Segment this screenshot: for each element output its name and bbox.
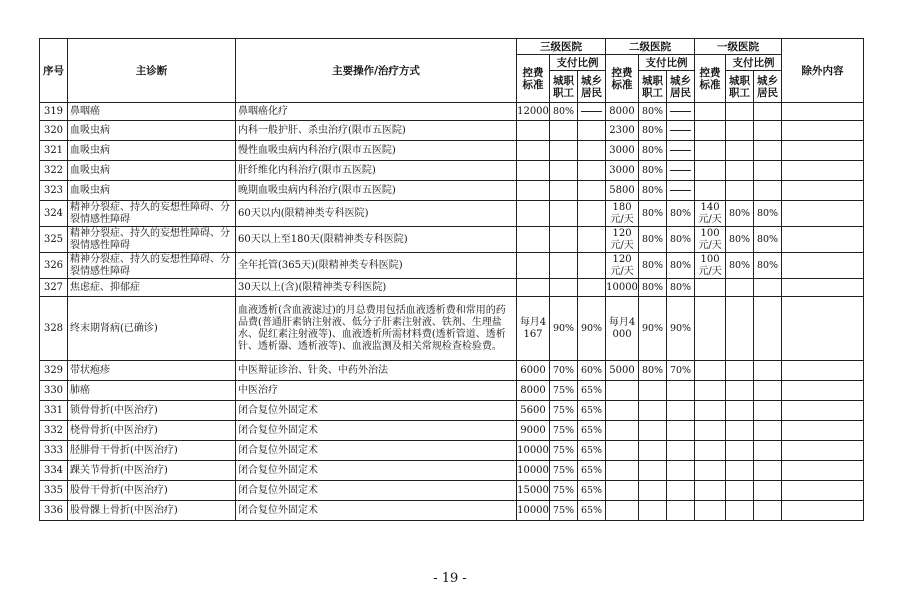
row-number: 321 (40, 141, 68, 161)
row-number: 322 (40, 161, 68, 181)
header-text-line: 职工 (553, 86, 574, 99)
operation-cell: 闭合复位外固定术 (236, 501, 517, 521)
l3-fee-standard-cell: 12000 (517, 103, 550, 121)
l1-urban-rural-ratio-cell (754, 381, 782, 401)
l1-urban-employee-ratio-cell (726, 481, 754, 501)
l1-urban-employee-ratio-cell (726, 361, 754, 381)
dash-mark (581, 111, 602, 112)
table-row (40, 161, 864, 181)
diagnosis-cell: 精神分裂症、持久的妄想性障碍、分裂情感性障碍 (68, 227, 236, 253)
l3-fee-standard-cell (517, 141, 550, 161)
l1-urban-rural-ratio-cell (754, 121, 782, 141)
l3-urban-rural-ratio-cell: 90% (578, 297, 606, 361)
header-text-line: 城乡 (581, 74, 602, 87)
header-text-line: 控费 (699, 66, 721, 79)
header-diagnosis: 主诊断 (68, 39, 236, 103)
l2-fee-standard-cell: 5000 (606, 361, 639, 381)
l3-urban-employee-ratio-cell: 75% (550, 441, 578, 461)
operation-cell: 鼻咽癌化疗 (236, 103, 517, 121)
l2-urban-rural-ratio-cell: 80% (667, 227, 695, 253)
l2-urban-employee-ratio-cell (639, 381, 667, 401)
operation-cell: 中医辩证诊治、针灸、中药外治法 (236, 361, 517, 381)
l3-urban-rural-ratio-cell: 65% (578, 421, 606, 441)
l1-urban-employee-ratio-cell (726, 441, 754, 461)
reimbursement-table (39, 38, 864, 521)
diagnosis-cell: 锁骨骨折(中医治疗) (68, 401, 236, 421)
table-row (40, 441, 864, 461)
l3-urban-employee-ratio-cell: 75% (550, 481, 578, 501)
header-seq: 序号 (40, 39, 68, 103)
header-fee-std-l1 (695, 55, 726, 103)
row-number: 329 (40, 361, 68, 381)
l2-urban-employee-ratio-cell: 90% (639, 297, 667, 361)
l1-urban-rural-ratio-cell (754, 361, 782, 381)
l1-urban-employee-ratio-cell (726, 501, 754, 521)
operation-cell: 闭合复位外固定术 (236, 481, 517, 501)
l2-fee-standard-cell: 10000 (606, 279, 639, 297)
excluded-cell (782, 201, 864, 227)
l2-fee-standard-cell (606, 441, 639, 461)
table-body (40, 103, 864, 521)
header-excluded: 除外内容 (782, 39, 864, 103)
diagnosis-cell: 血吸虫病 (68, 181, 236, 201)
l3-urban-rural-ratio-cell (578, 121, 606, 141)
excluded-cell (782, 461, 864, 481)
l2-urban-employee-ratio-cell: 80% (639, 201, 667, 227)
header-text-line: 职工 (729, 86, 751, 99)
header-fee-std-l2 (606, 55, 639, 103)
excluded-cell (782, 103, 864, 121)
row-number: 320 (40, 121, 68, 141)
table-row (40, 361, 864, 381)
l1-urban-rural-ratio-cell (754, 279, 782, 297)
header-urban-rural-l1 (754, 71, 782, 103)
excluded-cell (782, 501, 864, 521)
l1-urban-rural-ratio-cell (754, 141, 782, 161)
l1-urban-employee-ratio-cell: 80% (726, 227, 754, 253)
row-number: 331 (40, 401, 68, 421)
header-text-line: 控费 (611, 66, 633, 79)
l1-urban-employee-ratio-cell (726, 381, 754, 401)
table-row (40, 279, 864, 297)
diagnosis-cell: 肺癌 (68, 381, 236, 401)
row-number: 324 (40, 201, 68, 227)
excluded-cell (782, 297, 864, 361)
l3-urban-employee-ratio-cell: 75% (550, 421, 578, 441)
l1-fee-standard-cell: 140元/天 (695, 201, 726, 227)
dash-mark (670, 150, 691, 151)
header-text-line: 城职 (642, 74, 664, 87)
l1-fee-standard-cell (695, 141, 726, 161)
l1-fee-standard-cell: 100元/天 (695, 253, 726, 279)
table-row (40, 501, 864, 521)
dash-mark (670, 190, 691, 191)
l3-urban-rural-ratio-cell (578, 227, 606, 253)
header-text-line: 城乡 (757, 74, 779, 87)
l1-fee-standard-cell (695, 297, 726, 361)
operation-cell: 晚期血吸虫病内科治疗(限市五医院) (236, 181, 517, 201)
row-number: 325 (40, 227, 68, 253)
table-row (40, 227, 864, 253)
l3-urban-rural-ratio-cell (578, 279, 606, 297)
diagnosis-cell: 血吸虫病 (68, 121, 236, 141)
operation-cell: 慢性血吸虫病内科治疗(限市五医院) (236, 141, 517, 161)
header-text-line: 居民 (757, 86, 779, 99)
diagnosis-cell: 血吸虫病 (68, 161, 236, 181)
l3-urban-employee-ratio-cell (550, 181, 578, 201)
diagnosis-cell: 股骨髁上骨折(中医治疗) (68, 501, 236, 521)
operation-cell: 闭合复位外固定术 (236, 401, 517, 421)
operation-cell: 闭合复位外固定术 (236, 441, 517, 461)
operation-cell: 内科一般护肝、杀虫治疗(限市五医院) (236, 121, 517, 141)
diagnosis-cell: 胫腓骨干骨折(中医治疗) (68, 441, 236, 461)
l2-urban-employee-ratio-cell: 80% (639, 161, 667, 181)
l3-urban-rural-ratio-cell (578, 253, 606, 279)
l2-urban-rural-ratio-cell (667, 421, 695, 441)
l3-urban-employee-ratio-cell (550, 253, 578, 279)
l2-urban-rural-ratio-cell (667, 121, 695, 141)
l2-fee-standard-cell (606, 421, 639, 441)
diagnosis-cell: 精神分裂症、持久的妄想性障碍、分裂情感性障碍 (68, 253, 236, 279)
l1-urban-employee-ratio-cell (726, 297, 754, 361)
l1-fee-standard-cell (695, 381, 726, 401)
l2-urban-employee-ratio-cell (639, 501, 667, 521)
l2-fee-standard-cell (606, 381, 639, 401)
l1-urban-rural-ratio-cell: 80% (754, 253, 782, 279)
l1-fee-standard-cell (695, 481, 726, 501)
l1-fee-standard-cell (695, 279, 726, 297)
excluded-cell (782, 227, 864, 253)
l3-urban-rural-ratio-cell (578, 161, 606, 181)
l3-urban-rural-ratio-cell: 60% (578, 361, 606, 381)
table-row (40, 381, 864, 401)
l3-fee-standard-cell: 9000 (517, 421, 550, 441)
l2-fee-standard-cell: 3000 (606, 161, 639, 181)
operation-cell: 肝纤维化内科治疗(限市五医院) (236, 161, 517, 181)
header-urban-emp-l2 (639, 71, 667, 103)
excluded-cell (782, 441, 864, 461)
operation-cell: 中医治疗 (236, 381, 517, 401)
table-row (40, 141, 864, 161)
excluded-cell (782, 381, 864, 401)
l3-urban-rural-ratio-cell (578, 103, 606, 121)
header-pay-ratio-l2: 支付比例 (639, 55, 695, 71)
header-urban-emp-l1 (726, 71, 754, 103)
l2-urban-employee-ratio-cell (639, 401, 667, 421)
l2-urban-employee-ratio-cell (639, 481, 667, 501)
diagnosis-cell: 桡骨骨折(中医治疗) (68, 421, 236, 441)
l3-urban-employee-ratio-cell: 75% (550, 401, 578, 421)
l1-urban-rural-ratio-cell (754, 441, 782, 461)
l1-fee-standard-cell (695, 103, 726, 121)
table-row (40, 401, 864, 421)
l1-urban-rural-ratio-cell (754, 421, 782, 441)
row-number: 319 (40, 103, 68, 121)
dash-mark (670, 111, 691, 112)
l2-fee-standard-cell: 8000 (606, 103, 639, 121)
table-row (40, 461, 864, 481)
table-row (40, 481, 864, 501)
l3-urban-employee-ratio-cell: 75% (550, 381, 578, 401)
l3-urban-employee-ratio-cell (550, 121, 578, 141)
l3-fee-standard-cell (517, 181, 550, 201)
l1-urban-employee-ratio-cell (726, 161, 754, 181)
l1-urban-employee-ratio-cell (726, 103, 754, 121)
operation-cell: 闭合复位外固定术 (236, 421, 517, 441)
l2-urban-rural-ratio-cell (667, 481, 695, 501)
l2-urban-employee-ratio-cell (639, 441, 667, 461)
diagnosis-cell: 终末期肾病(已确诊) (68, 297, 236, 361)
l3-urban-rural-ratio-cell: 65% (578, 401, 606, 421)
row-number: 328 (40, 297, 68, 361)
header-text-line: 标准 (699, 78, 721, 91)
header-text-line: 标准 (611, 78, 633, 91)
diagnosis-cell: 精神分裂症、持久的妄想性障碍、分裂情感性障碍 (68, 201, 236, 227)
diagnosis-cell: 踝关节骨折(中医治疗) (68, 461, 236, 481)
l3-fee-standard-cell: 10000 (517, 461, 550, 481)
l2-fee-standard-cell: 5800 (606, 181, 639, 201)
diagnosis-cell: 鼻咽癌 (68, 103, 236, 121)
l3-fee-standard-cell: 8000 (517, 381, 550, 401)
l2-urban-rural-ratio-cell (667, 103, 695, 121)
diagnosis-cell: 带状疱疹 (68, 361, 236, 381)
l2-urban-rural-ratio-cell (667, 501, 695, 521)
header-urban-rural-l2 (667, 71, 695, 103)
page-number: - 19 - (433, 571, 467, 586)
l1-urban-rural-ratio-cell (754, 181, 782, 201)
l3-fee-standard-cell (517, 227, 550, 253)
row-number: 335 (40, 481, 68, 501)
l3-urban-rural-ratio-cell: 65% (578, 461, 606, 481)
table-row (40, 421, 864, 441)
l2-urban-rural-ratio-cell (667, 181, 695, 201)
l2-fee-standard-cell: 每月4000 (606, 297, 639, 361)
l1-fee-standard-cell (695, 181, 726, 201)
excluded-cell (782, 361, 864, 381)
l2-fee-standard-cell: 120元/天 (606, 227, 639, 253)
l2-urban-rural-ratio-cell: 80% (667, 279, 695, 297)
l2-urban-rural-ratio-cell (667, 141, 695, 161)
l2-urban-rural-ratio-cell: 90% (667, 297, 695, 361)
l1-urban-rural-ratio-cell (754, 161, 782, 181)
l3-fee-standard-cell: 5600 (517, 401, 550, 421)
l1-urban-employee-ratio-cell: 80% (726, 253, 754, 279)
l3-urban-employee-ratio-cell (550, 161, 578, 181)
l2-urban-employee-ratio-cell: 80% (639, 361, 667, 381)
l2-urban-rural-ratio-cell: 70% (667, 361, 695, 381)
header-urban-rural-l3 (578, 71, 606, 103)
l3-fee-standard-cell (517, 161, 550, 181)
l2-urban-employee-ratio-cell: 80% (639, 227, 667, 253)
l1-urban-rural-ratio-cell (754, 103, 782, 121)
l2-fee-standard-cell: 120元/天 (606, 253, 639, 279)
l3-urban-employee-ratio-cell: 70% (550, 361, 578, 381)
l3-fee-standard-cell (517, 279, 550, 297)
header-level1: 一级医院 (695, 39, 782, 55)
row-number: 336 (40, 501, 68, 521)
header-pay-ratio-l3: 支付比例 (550, 55, 606, 71)
l3-fee-standard-cell (517, 121, 550, 141)
l2-urban-rural-ratio-cell (667, 401, 695, 421)
excluded-cell (782, 121, 864, 141)
header-text-line: 职工 (642, 86, 664, 99)
excluded-cell (782, 401, 864, 421)
operation-cell: 60天以内(限精神类专科医院) (236, 201, 517, 227)
l2-fee-standard-cell: 2300 (606, 121, 639, 141)
l3-urban-rural-ratio-cell: 65% (578, 481, 606, 501)
l1-urban-rural-ratio-cell: 80% (754, 201, 782, 227)
l1-urban-rural-ratio-cell (754, 401, 782, 421)
table-row (40, 121, 864, 141)
excluded-cell (782, 421, 864, 441)
l3-fee-standard-cell (517, 201, 550, 227)
l2-urban-rural-ratio-cell (667, 441, 695, 461)
header-text-line: 标准 (522, 78, 544, 91)
l3-urban-employee-ratio-cell: 75% (550, 461, 578, 481)
l2-fee-standard-cell: 3000 (606, 141, 639, 161)
l1-fee-standard-cell (695, 161, 726, 181)
table-row (40, 297, 864, 361)
header-text-line: 城乡 (670, 74, 692, 87)
l1-urban-rural-ratio-cell (754, 461, 782, 481)
l2-urban-rural-ratio-cell (667, 461, 695, 481)
header-level3: 三级医院 (517, 39, 606, 55)
diagnosis-cell: 股骨干骨折(中医治疗) (68, 481, 236, 501)
l2-urban-rural-ratio-cell (667, 381, 695, 401)
l3-urban-rural-ratio-cell (578, 141, 606, 161)
l3-urban-employee-ratio-cell (550, 141, 578, 161)
l1-fee-standard-cell (695, 461, 726, 481)
l2-urban-employee-ratio-cell: 80% (639, 181, 667, 201)
excluded-cell (782, 481, 864, 501)
header-text-line: 控费 (522, 66, 544, 79)
l3-fee-standard-cell: 10000 (517, 441, 550, 461)
l1-urban-employee-ratio-cell (726, 461, 754, 481)
operation-cell: 全年托管(365天)(限精神类专科医院) (236, 253, 517, 279)
row-number: 332 (40, 421, 68, 441)
l3-urban-rural-ratio-cell: 65% (578, 501, 606, 521)
l2-urban-employee-ratio-cell: 80% (639, 279, 667, 297)
l3-urban-employee-ratio-cell (550, 279, 578, 297)
operation-cell: 30天以上(含)(限精神类专科医院) (236, 279, 517, 297)
header-pay-ratio-l1: 支付比例 (726, 55, 782, 71)
l3-urban-rural-ratio-cell: 65% (578, 381, 606, 401)
l1-fee-standard-cell (695, 401, 726, 421)
header-text-line: 城职 (553, 74, 574, 87)
row-number: 323 (40, 181, 68, 201)
l1-urban-employee-ratio-cell (726, 141, 754, 161)
l2-urban-employee-ratio-cell (639, 461, 667, 481)
l2-urban-rural-ratio-cell: 80% (667, 253, 695, 279)
l1-urban-employee-ratio-cell (726, 401, 754, 421)
l1-urban-rural-ratio-cell (754, 501, 782, 521)
header-level2: 二级医院 (606, 39, 695, 55)
row-number: 327 (40, 279, 68, 297)
l1-urban-employee-ratio-cell (726, 421, 754, 441)
l1-urban-rural-ratio-cell (754, 481, 782, 501)
excluded-cell (782, 161, 864, 181)
l1-urban-employee-ratio-cell (726, 121, 754, 141)
excluded-cell (782, 181, 864, 201)
l2-fee-standard-cell (606, 501, 639, 521)
table-row (40, 181, 864, 201)
table-row (40, 253, 864, 279)
l1-fee-standard-cell (695, 441, 726, 461)
l3-fee-standard-cell: 10000 (517, 501, 550, 521)
l1-urban-employee-ratio-cell (726, 181, 754, 201)
table-row (40, 201, 864, 227)
row-number: 333 (40, 441, 68, 461)
operation-cell: 血液透析(含血液滤过)的月总费用包括血液透析费和常用的药品费(普通肝素钠注射液、低分子肝素注射液、铁剂、生理盐水、促红素注射液等)、血液透析所需材料费(透析管道、透析针、透析器、透析液等)、血液监测及相关常规检查检验费。 (236, 297, 517, 361)
operation-cell: 60天以上至180天(限精神类专科医院) (236, 227, 517, 253)
excluded-cell (782, 253, 864, 279)
header-text-line: 居民 (581, 86, 602, 99)
dash-mark (670, 130, 691, 131)
l1-urban-rural-ratio-cell (754, 297, 782, 361)
l1-urban-employee-ratio-cell: 80% (726, 201, 754, 227)
l3-urban-employee-ratio-cell: 75% (550, 501, 578, 521)
header-fee-std-l3 (517, 55, 550, 103)
l1-fee-standard-cell: 100元/天 (695, 227, 726, 253)
l1-fee-standard-cell (695, 121, 726, 141)
l3-urban-employee-ratio-cell (550, 201, 578, 227)
l3-fee-standard-cell: 15000 (517, 481, 550, 501)
excluded-cell (782, 279, 864, 297)
l1-urban-rural-ratio-cell: 80% (754, 227, 782, 253)
l3-urban-employee-ratio-cell: 80% (550, 103, 578, 121)
l1-urban-employee-ratio-cell (726, 279, 754, 297)
l2-fee-standard-cell: 180元/天 (606, 201, 639, 227)
operation-cell: 闭合复位外固定术 (236, 461, 517, 481)
table-header (40, 39, 864, 103)
diagnosis-cell: 焦虑症、抑郁症 (68, 279, 236, 297)
header-text-line: 居民 (670, 86, 692, 99)
l2-urban-employee-ratio-cell: 80% (639, 141, 667, 161)
row-number: 334 (40, 461, 68, 481)
l3-urban-rural-ratio-cell: 65% (578, 441, 606, 461)
dash-mark (670, 170, 691, 171)
l3-urban-rural-ratio-cell (578, 181, 606, 201)
l3-fee-standard-cell: 每月4167 (517, 297, 550, 361)
row-number: 326 (40, 253, 68, 279)
l2-urban-rural-ratio-cell: 80% (667, 201, 695, 227)
header-urban-emp-l3 (550, 71, 578, 103)
l3-urban-rural-ratio-cell (578, 201, 606, 227)
excluded-cell (782, 141, 864, 161)
l2-fee-standard-cell (606, 481, 639, 501)
l2-urban-employee-ratio-cell: 80% (639, 253, 667, 279)
l1-fee-standard-cell (695, 421, 726, 441)
row-number: 330 (40, 381, 68, 401)
l1-fee-standard-cell (695, 361, 726, 381)
l3-urban-employee-ratio-cell (550, 227, 578, 253)
table-row (40, 103, 864, 121)
l2-fee-standard-cell (606, 461, 639, 481)
header-operation: 主要操作/治疗方式 (236, 39, 517, 103)
diagnosis-cell: 血吸虫病 (68, 141, 236, 161)
l2-fee-standard-cell (606, 401, 639, 421)
l2-urban-rural-ratio-cell (667, 161, 695, 181)
l3-fee-standard-cell: 6000 (517, 361, 550, 381)
l3-urban-employee-ratio-cell: 90% (550, 297, 578, 361)
header-text-line: 城职 (729, 74, 751, 87)
l2-urban-employee-ratio-cell: 80% (639, 103, 667, 121)
l2-urban-employee-ratio-cell: 80% (639, 121, 667, 141)
l1-fee-standard-cell (695, 501, 726, 521)
l2-urban-employee-ratio-cell (639, 421, 667, 441)
l3-fee-standard-cell (517, 253, 550, 279)
